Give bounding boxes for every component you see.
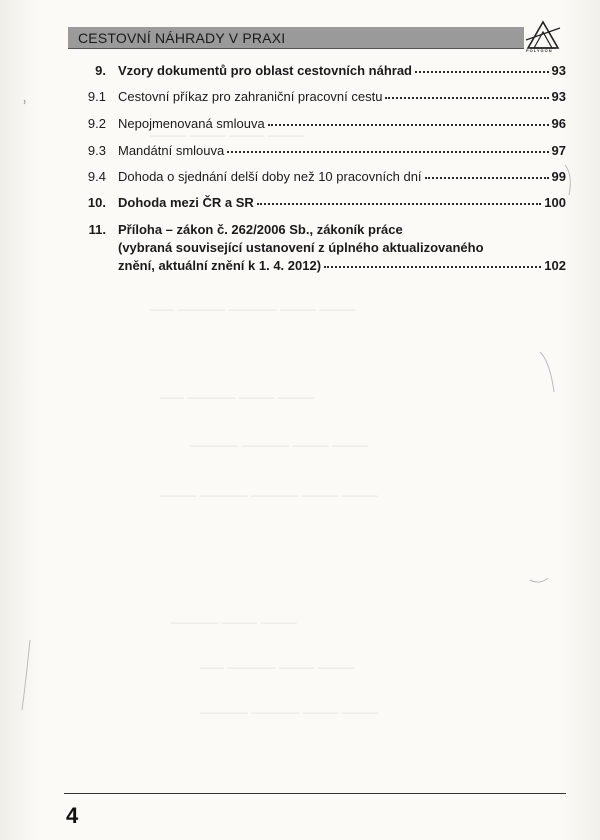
toc-title-line-1: Příloha – zákon č. 262/2006 Sb., zákoník práce [118, 222, 403, 237]
toc-number: 9.4 [87, 169, 106, 184]
toc-page-number: 96 [551, 116, 566, 131]
toc-title: Mandátní smlouva [118, 143, 225, 158]
footer-rule [64, 793, 566, 794]
toc-number: 11. [88, 222, 106, 237]
toc-title: Dohoda o sjednání delší doby než 10 pracovních dní [118, 169, 422, 184]
toc-title: Cestovní příkaz pro zahraniční pracovní cestu [118, 89, 383, 104]
toc-page-number: 97 [551, 143, 566, 158]
page-number: 4 [66, 803, 79, 828]
toc-number: 9.2 [87, 116, 106, 131]
toc-number: 9.1 [87, 89, 106, 104]
toc-page-number: 93 [551, 89, 566, 104]
toc-number: 9.3 [87, 143, 106, 158]
bleed-through-decoration: ——— ——— ——— ——— ——— ——— ———— ———— —— ——— ——— ———— —— ——— ——— ———— ———— ——— ——— ———— ———— ——— ——— ——— ———— ——— ——— ———— —— ——— ——— ———— ———— [150, 128, 379, 719]
toc-title: Nepojmenovaná smlouva [118, 116, 265, 131]
logo-wordmark: POLYGON [526, 48, 553, 53]
toc-title: Vzory dokumentů pro oblast cestovních náhrad [118, 63, 412, 78]
toc-page-number: 93 [551, 63, 566, 78]
toc-number: 9. [95, 63, 106, 78]
toc-number: 10. [87, 195, 106, 210]
toc-title: Dohoda mezi ČR a SR [118, 195, 254, 210]
toc-page-number: 100 [544, 195, 566, 210]
toc-page-number: 102 [544, 258, 566, 273]
running-header-title: CESTOVNÍ NÁHRADY V PRAXI [78, 30, 286, 46]
toc-title-line-2: (vybraná související ustanovení z úplného aktualizovaného [118, 240, 484, 255]
toc-page-number: 99 [551, 169, 566, 184]
toc-title-line-3: znění, aktuální znění k 1. 4. 2012) [118, 258, 322, 273]
